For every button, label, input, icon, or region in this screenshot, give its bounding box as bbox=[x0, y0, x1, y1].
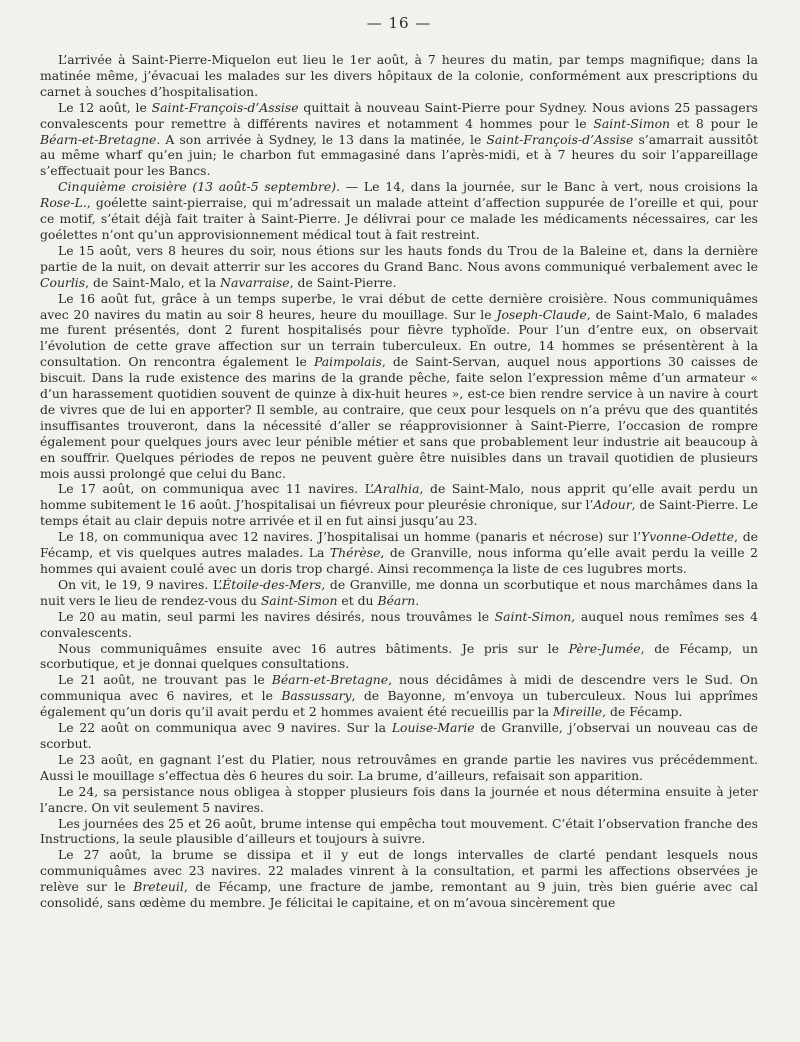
italic-text: Saint-Simon bbox=[260, 592, 338, 608]
italic-text: Saint-Simon bbox=[593, 115, 671, 131]
text-run: , de Fécamp, et vis quelques autres malades. La bbox=[40, 529, 758, 561]
paragraph bbox=[40, 609, 758, 641]
text-run: , auquel nous remîmes ses 4 convalescents. bbox=[40, 608, 758, 640]
italic-text: Bassussary bbox=[281, 688, 352, 704]
text-run: Le 18, on communiqua avec 12 navires. J’hospitalisai un homme (panaris et nécrose) sur l’ bbox=[58, 529, 642, 545]
paragraph bbox=[40, 529, 758, 577]
italic-text: Yvonne-Odette bbox=[641, 529, 734, 545]
text-run: , de Saint-Pierre. Le temps était au clair depuis notre arrivée et il en fut ainsi jusqu’au 23. bbox=[40, 497, 758, 529]
italic-text: Mireille bbox=[552, 704, 603, 720]
paragraph bbox=[40, 243, 758, 291]
body-text bbox=[40, 52, 758, 911]
italic-text: Saint-François-d’Assise bbox=[151, 99, 299, 115]
text-run: Le 17 août, on communiqua avec 11 navires. L’ bbox=[58, 481, 374, 497]
text-run: , de Fécamp, une fracture de jambe, remontant au 9 juin, très bien guérie avec cal consolidé, sans œdème du membre. Je félicitai le capitaine, et on m’avoua sincèrement que bbox=[40, 879, 758, 911]
paragraph bbox=[40, 672, 758, 720]
text-run: quittait à nouveau Saint-Pierre pour Sydney. Nous avions 25 passagers convalescents pour remettre à différents navires et notamment 4 hommes pour le bbox=[40, 99, 758, 131]
page-number: — 16 — bbox=[366, 14, 432, 32]
text-run: s’amarrait aussitôt au même wharf qu’en juin; le charbon fut emmagasiné dans l’après-midi, et à 7 heures du soir l’appareillage s’effectuait pour les Bancs. bbox=[40, 131, 758, 179]
text-run: , de Fécamp. bbox=[602, 704, 683, 720]
text-run: , goélette saint-pierraise, qui m’adressait un malade atteint d’affection suppurée de l’oreille et qui, pour ce motif, s’était déjà fait traiter à Saint-Pierre. Je délivrai pour ce malade les médicaments nécessaires, car les goélettes n’ont qu’un approvisionnement médical tout à fait restreint. bbox=[40, 195, 758, 242]
italic-text: Joseph-Claude bbox=[496, 306, 587, 322]
text-run: , de Granville, nous informa qu’elle avait perdu la veille 2 hommes qui avaient coulé avec un doris trop chargé. Ainsi recommença la liste de ces lugubres morts. bbox=[40, 545, 759, 576]
text-run: Le 16 août fut, grâce à un temps superbe, le vrai début de cette dernière croisière. Nous communiquâmes avec 20 navires du matin au soir 8 heures, heure du mouillage. Sur le bbox=[40, 290, 758, 322]
italic-text: Rose-L. bbox=[40, 195, 87, 211]
paragraph bbox=[40, 641, 758, 673]
paragraph bbox=[40, 784, 758, 816]
paragraph bbox=[40, 100, 758, 180]
text-run: , de Saint-Malo, 6 malades me furent présentés, dont 2 furent hospitalisés pour fièvre typhoïde. Pour l’un d’entre eux, on observait l’évolution de cette grave affection sur un terrain tuberculeux. En outre, 14 hommes se présentèrent à la consultation. On rencontra également le bbox=[40, 306, 758, 370]
text-run: Le 20 au matin, seul parmi les navires désirés, nous trouvâmes le bbox=[58, 608, 495, 624]
italic-text: Saint-François-d’Assise bbox=[486, 131, 634, 147]
italic-text: Thérèse bbox=[329, 545, 381, 561]
text-run: Le 23 août, en gagnant l’est du Platier, nous retrouvâmes en grande partie les navires vus précédemment. Aussi le mouillage s’effectua dès 6 heures du soir. La brume, d’ailleurs, refaisait son apparition. bbox=[40, 751, 758, 783]
text-run: de Granville, j’observai un nouveau cas de scorbut. bbox=[40, 720, 758, 751]
text-run: , de Granville, me donna un scorbutique et nous marchâmes dans la nuit vers le lieu de rendez-vous du bbox=[40, 576, 758, 608]
paragraph bbox=[40, 847, 758, 911]
text-run: , de Saint-Pierre. bbox=[289, 274, 397, 290]
text-run: Le 22 août on communiqua avec 9 navires. Sur la bbox=[58, 720, 392, 736]
paragraph bbox=[40, 52, 758, 100]
paragraph bbox=[40, 577, 758, 609]
text-run: , de Saint-Servan, auquel nous apportions 30 caisses de biscuit. Dans la rude existence des marins de la grande pêche, faite selon l’expression même d’un armateur « d’un harassement quotidien souvent de quinze à dix-huit heures », est-ce bien rendre service à un navire à court de vivres que de lui en apporter? Il semble, au contraire, que ceux pour lesquels on n’a prévu que des quantités insuffisantes trouveront, dans la nécessité d’aller se réapprovisionner à Saint-Pierre, l’occasion de rompre également pour quelques jours avec leur pénible métier et sans que probablement leur industrie ait beaucoup à en souffrir. Quelques périodes de repos ne peuvent guère être nuisibles dans un travail quotidien de plusieurs mois aussi prolongé que celui du Banc. bbox=[40, 354, 758, 481]
italic-text: Courlis bbox=[40, 274, 86, 290]
text-run: Le 27 août, la brume se dissipa et il y eut de longs intervalles de clarté pendant lesquels nous communiquâmes avec 23 navires. 22 malades vinrent à la consultation, et parmi les affections observées je relève sur le bbox=[40, 847, 758, 895]
text-run: . A son arrivée à Sydney, le 13 dans la matinée, le bbox=[156, 131, 487, 147]
italic-text: Aralhia bbox=[373, 481, 420, 497]
italic-text: Béarn-et-Bretagne bbox=[40, 131, 157, 147]
text-run: , de Saint-Malo, nous apprit qu’elle avait perdu un homme subitement le 16 août. J’hospitalisai un fiévreux pour pleurésie chronique, sur l’ bbox=[40, 481, 758, 513]
text-run: Le 21 août, ne trouvant pas le bbox=[58, 672, 272, 688]
text-run: Le 24, sa persistance nous obligea à stopper plusieurs fois dans la journée et nous détermina ensuite à jeter l’ancre. On vit seulement 5 navires. bbox=[40, 783, 758, 815]
text-run: Le 12 août, le bbox=[58, 99, 152, 115]
paragraph bbox=[40, 816, 758, 848]
text-run: L’arrivée à Saint-Pierre-Miquelon eut lieu le 1er août, à 7 heures du matin, par temps magnifique; dans la matinée même, j’évacuai les malades sur les divers hôpitaux de la colonie, conformément aux prescriptions du carnet à souches d’hospitalisation. bbox=[40, 52, 758, 99]
text-run: et du bbox=[337, 592, 378, 608]
italic-text: Père-Jumée bbox=[568, 640, 641, 656]
text-run: Le 15 août, vers 8 heures du soir, nous étions sur les hauts fonds du Trou de la Baleine et, dans la dernière partie de la nuit, on devait atterrir sur les accores du Grand Banc. Nous avons communiqué verbalement avec le bbox=[40, 242, 758, 274]
text-run: Nous communiquâmes ensuite avec 16 autres bâtiments. Je pris sur le bbox=[58, 640, 569, 656]
italic-text: Étoile-des-Mers bbox=[222, 576, 322, 592]
italic-text: Béarn-et-Bretagne bbox=[271, 672, 389, 688]
text-run: Les journées des 25 et 26 août, brume intense qui empêcha tout mouvement. C’était l’observation franche des Instructions, la seule plausible d’ailleurs et toujours à suivre. bbox=[40, 815, 758, 847]
italic-text: Adour bbox=[593, 497, 632, 513]
paragraph bbox=[40, 291, 758, 482]
text-run: , de Bayonne, m’envoya un tuberculeux. Nous lui apprîmes également qu’un doris qu’il avait perdu et 2 hommes avaient été recueillis par la bbox=[40, 688, 758, 720]
text-run: , de Fécamp, un scorbutique, et je donnai quelques consultations. bbox=[40, 640, 758, 672]
italic-text: Cinquième croisière (13 août-5 septembre). bbox=[58, 179, 341, 195]
italic-text: Navarraise bbox=[220, 274, 290, 290]
paragraph bbox=[40, 481, 758, 529]
italic-text: Paimpolais bbox=[313, 354, 382, 370]
text-run: — Le 14, dans la journée, sur le Banc à vert, nous croisions la bbox=[340, 179, 758, 195]
text-run: , nous décidâmes à midi de descendre vers le Sud. On communiqua avec 6 navires, et le bbox=[40, 672, 758, 704]
paragraph bbox=[40, 720, 758, 752]
italic-text: Louise-Marie bbox=[391, 720, 475, 736]
text-run: On vit, le 19, 9 navires. L’ bbox=[58, 576, 223, 592]
text-run: . bbox=[415, 592, 420, 608]
italic-text: Breteuil bbox=[133, 879, 184, 895]
text-run: et 8 pour le bbox=[670, 115, 758, 131]
paragraph bbox=[40, 179, 758, 243]
italic-text: Saint-Simon bbox=[494, 608, 572, 624]
paragraph bbox=[40, 752, 758, 784]
text-run: , de Saint-Malo, et la bbox=[85, 274, 221, 290]
italic-text: Béarn bbox=[377, 592, 416, 608]
